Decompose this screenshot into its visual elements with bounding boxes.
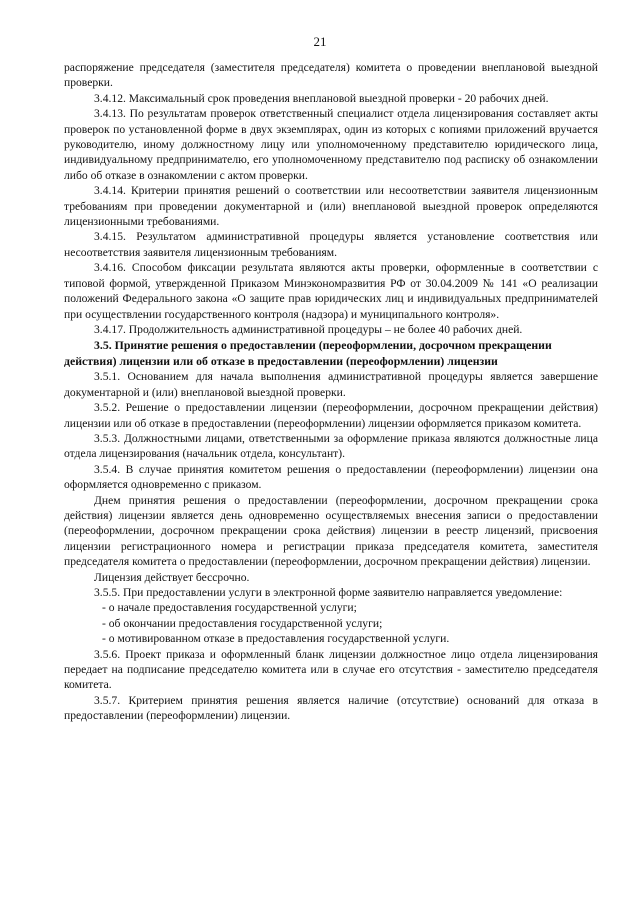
paragraph-3-5-3: 3.5.3. Должностными лицами, ответственными за оформление приказа являются должностные лица отдела лицензирования (начальник отдела, консультант).	[64, 431, 598, 461]
paragraph-continuation: распоряжение председателя (заместителя председателя) комитета о проведении внеплановой выездной проверки.	[64, 61, 598, 90]
document-body	[64, 60, 598, 724]
paragraph-3-4-14: 3.4.14. Критерии принятия решений о соответствии или несоответствии заявителя лицензионным требованиям при проведении документарной и (или) внеплановой выездной проверок определяются лицензионными требованиями.	[64, 184, 598, 229]
page-number: 21	[313, 34, 327, 49]
paragraph-3-5-5: 3.5.5. При предоставлении услуги в электронной форме заявителю направляется уведомление:	[94, 586, 563, 599]
paragraph-3-5-1: 3.5.1. Основанием для начала выполнения административной процедуры является завершение документарной и (или) внеплановой выездной проверки.	[64, 370, 598, 399]
paragraph-3-5-2: 3.5.2. Решение о предоставлении лицензии (переоформлении, досрочном прекращении действия) лицензии или об отказе в предоставлении (переоформлении) лицензии оформляется приказом комитета.	[64, 401, 598, 430]
paragraph-3-5-7: 3.5.7. Критерием принятия решения является наличие (отсутствие) оснований для отказа в предоставлении (переоформлении) лицензии.	[64, 693, 598, 723]
paragraph-validity: Лицензия действует бессрочно.	[94, 570, 250, 584]
paragraph-3-4-17: 3.4.17. Продолжительность административной процедуры – не более 40 рабочих дней.	[94, 322, 523, 336]
bullet-item: - о начале предоставления государственной услуги;	[102, 601, 357, 615]
paragraph-3-5-4: 3.5.4. В случае принятия комитетом решения о предоставлении (переоформлении) лицензии она оформляется одновременно с приказом.	[64, 462, 598, 492]
paragraph-3-4-16: 3.4.16. Способом фиксации результата являются акты проверки, оформленные в соответствии с типовой формой, утвержденной Приказом Минэкономразвития РФ от 30.04.2009 № 141 «О реализации положений Федерального закона «О защите прав юридических лиц и индивидуальных предпринимателей при осуществлении государственного контроля (надзора) и муниципального контроля».	[64, 261, 598, 321]
paragraph-3-4-15: 3.4.15. Результатом административной процедуры является установление соответствия или несоответствия заявителя лицензионным требованиям.	[64, 230, 598, 259]
section-heading: 3.5. Принятие решения о предоставлении (переоформлении, досрочном прекращении действия) лицензии или об отказе в предоставлении (переоформлении) лицензии	[64, 338, 552, 369]
paragraph-3-4-13: 3.4.13. По результатам проверок ответственный специалист отдела лицензирования составляет акты проверок по установленной форме в двух экземплярах, один из которых с копиями приложений вручается руководителю, иному должностному лицу или уполномоченному представителю юридического лица, индивидуальному предпринимателю, его уполномоченному представителю под расписку об ознакомлении либо об отказе в ознакомлении с актом проверки.	[64, 107, 598, 182]
bullet-item: - об окончании предоставления государственной услуги;	[102, 616, 383, 630]
paragraph-3-4-12: 3.4.12. Максимальный срок проведения внеплановой выездной проверки - 20 рабочих дней.	[94, 91, 549, 105]
paragraph-decision-day: Днем принятия решения о предоставлении (переоформлении, досрочном прекращении срока действия) лицензии является день одновременно осуществляемых внесения записи о предоставлении (переоформлении, досрочном прекращении срока действия) лицензии в реестр лицензий, присвоения лицензии регистрационного номера и регистрации приказа председателя комитета, заместителя председателя комитета о предоставлении (переоформлении, досрочном прекращении действия) лицензии.	[64, 493, 598, 569]
paragraph-3-5-6: 3.5.6. Проект приказа и оформленный бланк лицензии должностное лицо отдела лицензирования передает на подписание председателю комитета или в случае его отсутствия - заместителю председателя комитета.	[64, 647, 598, 692]
bullet-item: - о мотивированном отказе в предоставления государственной услуги.	[102, 632, 450, 646]
